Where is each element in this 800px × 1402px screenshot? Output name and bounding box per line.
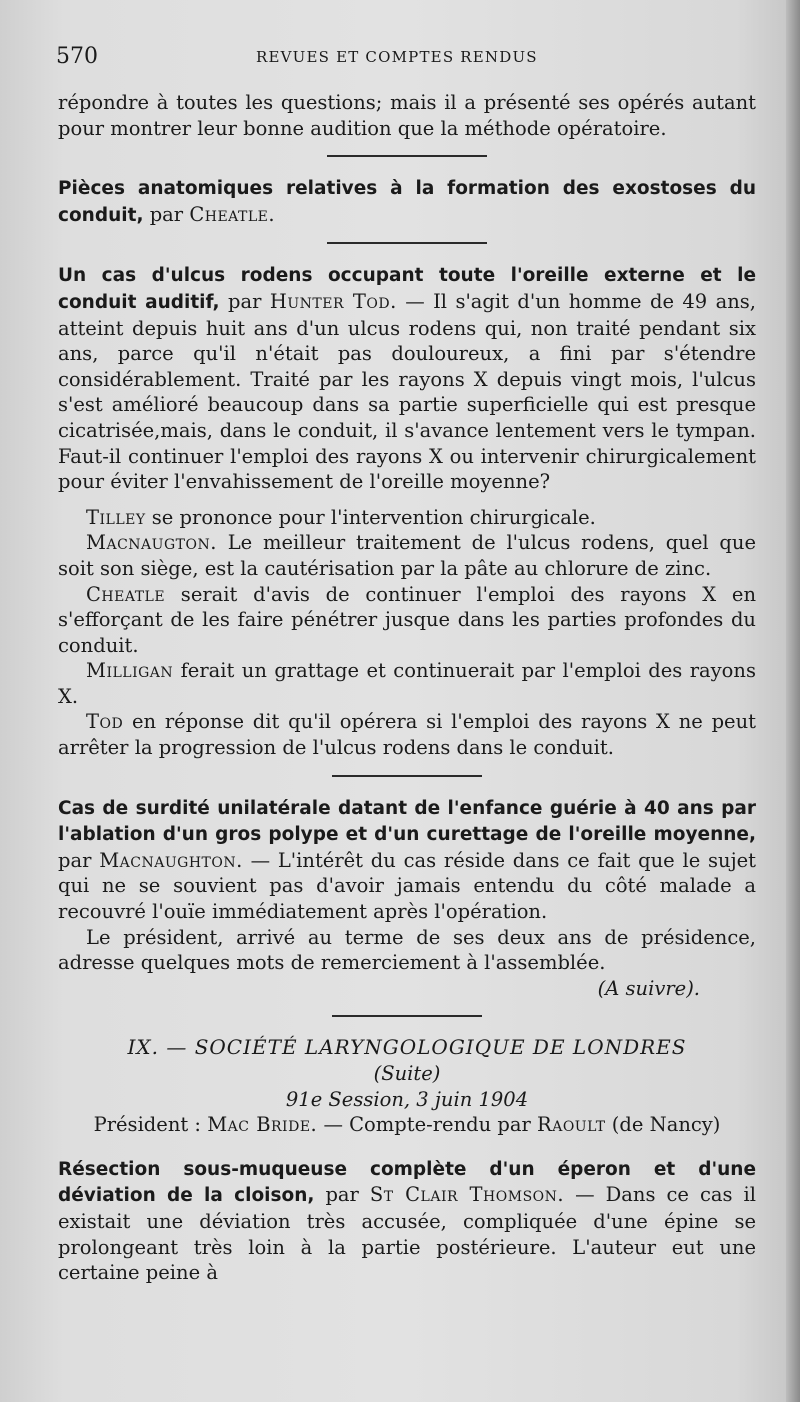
discussant-name: Macnaugton. xyxy=(86,531,217,555)
separator-rule xyxy=(327,242,487,244)
item-surdite xyxy=(58,795,756,925)
to-follow-note: (A suivre). xyxy=(597,976,700,1000)
item-body: — Dans ce cas il existait une déviation très accusée, compliquée d'une épine se prolongeant très loin à la partie postérieure. L'auteur eut une certaine peine à xyxy=(58,1183,757,1285)
item-title: Un cas d'ulcus rodens occupant toute l'oreille externe et le conduit auditif, xyxy=(58,265,756,313)
discussant-text: se prononce pour l'intervention chirurgicale. xyxy=(145,505,596,529)
page-edge-shadow xyxy=(786,0,800,1402)
president-line xyxy=(58,1112,756,1138)
reporter-city: (de Nancy) xyxy=(611,1113,721,1137)
president-note: Le président, arrivé au terme de ses deux ans de présidence, adresse quelques mots de remerciement à l'assemblée. xyxy=(58,925,756,975)
discussant-name: Tod xyxy=(86,710,124,734)
item-title: Résection sous-muqueuse complète d'un éperon et d'une déviation de la cloison, xyxy=(58,1158,756,1207)
spacer xyxy=(58,495,756,505)
separator-rule xyxy=(327,155,487,157)
section-suite: (Suite) xyxy=(373,1062,441,1085)
discussant-text: Le meilleur traitement de l'ulcus rodens, quel que soit son siège, est la cautérisation par la pâte au chlorure de zinc. xyxy=(58,531,756,580)
author-name: Macnaughton. xyxy=(99,848,243,872)
spacer xyxy=(58,1138,756,1156)
par-word: par xyxy=(227,289,262,313)
continuation-paragraph: répondre à toutes les questions; mais il a présenté ses opérés autant pour montrer leur bonne audition que la méthode opératoire. xyxy=(58,91,756,140)
running-head: REVUES ET COMPTES RENDUS xyxy=(256,48,538,66)
page-header xyxy=(56,40,756,72)
item-resection xyxy=(58,1156,756,1286)
item-body: — Il s'agit d'un homme de 49 ans, atteint depuis huit ans d'un ulcus rodens qui, non traité pendant six ans, parce qu'il n'était pas douloureux, a fini par s'étendre considérablement. Traité par les rayons X depuis vingt mois, l'ulcus s'est amélioré beaucoup dans sa partie superficielle qui est presque cicatrisée,mais, dans le conduit, il s'avance lentement vers le tympan. Faut-il continuer l'emploi des rayons X ou intervenir chirurgicalement pour éviter l'envahissement de l'oreille moyenne? xyxy=(58,289,757,494)
discussant-name: Milligan xyxy=(86,659,174,683)
par-word: par xyxy=(325,1183,359,1207)
item-title: Pièces anatomiques relatives à la formation des exostoses du conduit, xyxy=(58,178,756,226)
discussant-text: en réponse dit qu'il opérera si l'emploi des rayons X ne peut arrêter la progression de l'ulcus rodens dans le conduit. xyxy=(58,710,756,760)
session-line: 91e Session, 3 juin 1904 xyxy=(285,1087,529,1111)
discussion-macnaugton xyxy=(58,530,756,581)
president-name: Mac Bride. xyxy=(207,1113,318,1137)
discussant-name: Tilley xyxy=(86,505,146,529)
discussion-milligan xyxy=(58,658,756,709)
author-name: St Clair Thomson. xyxy=(369,1183,565,1207)
discussion-cheatle xyxy=(58,582,756,659)
discussion-tilley xyxy=(58,505,756,531)
discussant-name: Cheatle xyxy=(86,582,166,606)
discussant-text: serait d'avis de continuer l'emploi des rayons X en s'efforçant de les faire pénétrer jusque dans les parties profondes du conduit. xyxy=(58,582,756,657)
section-title: IX. — SOCIÉTÉ LARYNGOLOGIQUE DE LONDRES xyxy=(127,1035,687,1060)
report-label: — Compte-rendu par xyxy=(323,1113,531,1137)
page-number: 570 xyxy=(56,44,98,69)
par-word: par xyxy=(149,202,184,226)
president-label: Président : xyxy=(93,1113,201,1137)
par-word: par xyxy=(58,848,92,872)
item-cheatle-exostoses xyxy=(58,175,756,228)
author-name: Cheatle. xyxy=(189,202,276,226)
discussion-tod xyxy=(58,709,756,760)
page-body xyxy=(58,90,756,1286)
author-name: Hunter Tod. xyxy=(269,289,397,313)
discussant-text: ferait un grattage et continuerait par l'emploi des rayons X. xyxy=(58,659,756,708)
reporter-name: Raoult xyxy=(537,1113,606,1137)
item-ulcus-rodens xyxy=(58,262,756,494)
item-body: — L'intérêt du cas réside dans ce fait que le sujet qui ne se souvient pas d'avoir jamais entendu du côté malade a recouvré l'ouïe immédiatement après l'opération. xyxy=(58,848,756,924)
item-title: Cas de surdité unilatérale datant de l'enfance guérie à 40 ans par l'ablation d'un gros polype et d'un curettage de l'oreille moyenne, xyxy=(58,797,756,846)
separator-rule xyxy=(332,1015,482,1017)
separator-rule xyxy=(332,775,482,777)
